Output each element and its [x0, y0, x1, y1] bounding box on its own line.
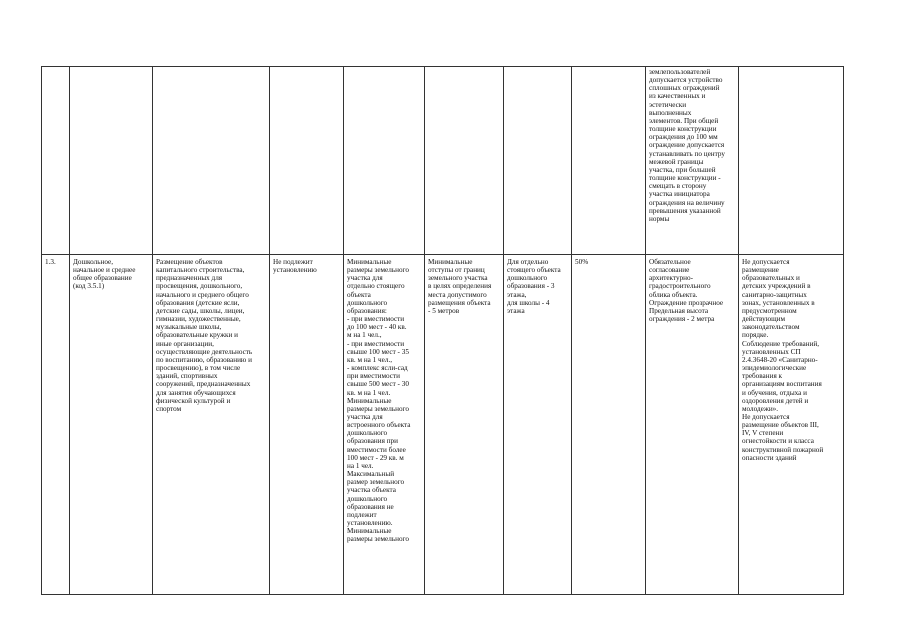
text-line: 100 мест - 29 кв. м — [347, 453, 404, 462]
text-line: по воспитанию, образованию и — [156, 355, 252, 364]
text-line: установлению — [273, 266, 317, 275]
text-line: просвещению), в том числе — [156, 364, 241, 373]
text-line: Минимальные — [347, 527, 392, 536]
text-line: молодежи». — [742, 404, 779, 413]
text-line: землепользователей — [649, 68, 711, 76]
cell-fence-requirements — [646, 255, 739, 595]
text-line: свыше 500 мест - 30 — [347, 380, 409, 389]
text-line: дошкольного — [507, 274, 548, 283]
cell-column-4 — [270, 67, 344, 255]
text-line: архитектурно- — [649, 274, 694, 283]
table-row-continuation — [42, 67, 844, 255]
text-line: места допустимого — [428, 290, 487, 299]
text-line: подлежит — [347, 510, 377, 519]
text-line: м на 1 чел., — [347, 331, 382, 340]
text-line: участка для — [347, 412, 383, 421]
text-line: образования при — [347, 437, 398, 446]
text-line: до 100 мест - 40 кв. — [347, 323, 407, 332]
text-line: размер земельного — [347, 478, 405, 487]
cell-fence-requirements — [646, 67, 739, 255]
text-line: начального и среднего общего — [156, 290, 249, 299]
text-line: дошкольного — [347, 494, 388, 503]
text-line: образовательных и — [742, 274, 800, 283]
text-line: отступы от границ — [428, 266, 485, 275]
text-line: встроенного объекта — [347, 421, 411, 430]
text-line: размеры земельного — [347, 535, 409, 544]
text-line: оздоровления детей и — [742, 396, 809, 405]
text-line: 2.4.3648-20 «Санитарно- — [742, 355, 818, 364]
text-line: музыкальные школы, — [156, 323, 222, 332]
text-line: сооружений, предназначенных — [156, 380, 251, 389]
text-line: Минимальные — [347, 396, 392, 405]
text-line: образования: — [347, 306, 387, 315]
text-line: физической культурой и — [156, 396, 231, 405]
text-line: для занятия обучающихся — [156, 388, 236, 397]
text-line: стоящего объекта — [507, 266, 561, 275]
cell-restrictions — [739, 255, 844, 595]
text-line: размеры земельного — [347, 266, 409, 275]
text-line: Ограждение прозрачное — [649, 298, 724, 307]
text-line: отдельно стоящего — [347, 282, 405, 291]
text-line: сплошных ограждений — [649, 84, 720, 93]
text-line: этажа, — [507, 290, 527, 299]
text-line: смещать в сторону — [649, 182, 707, 191]
text-line: земельного участка — [428, 274, 488, 283]
text-line: эстетически — [649, 100, 687, 109]
text-line: Размещение объектов — [156, 258, 223, 266]
text-line: Для отдельно — [507, 258, 549, 266]
cell-use-description — [153, 255, 270, 595]
text-line: в целях определения — [428, 282, 492, 291]
text-line: дошкольного — [347, 429, 388, 438]
text-line: свыше 100 мест - 35 — [347, 347, 409, 356]
cell-plot-size — [344, 67, 425, 255]
text-line: элементов. При общей — [649, 116, 719, 125]
text-line: образования - 3 — [507, 282, 555, 291]
text-line: нормы — [649, 214, 670, 223]
cell-column-4 — [270, 255, 344, 595]
cell-use-name — [70, 67, 153, 255]
table-row-1-3 — [42, 255, 844, 595]
text-line: участка, при большей — [649, 165, 716, 174]
cell-number — [42, 255, 70, 595]
text-line: и обучения, отдыха и — [742, 388, 807, 397]
text-line: - при вместимости — [347, 315, 405, 324]
text-line: Максимальный — [347, 470, 395, 479]
row-number: 1.3. — [45, 258, 56, 266]
text-line: превышения указанной — [649, 206, 721, 215]
cell-restrictions — [739, 67, 844, 255]
text-line: при вместимости — [347, 372, 400, 381]
text-line: толщине конструкции — [649, 125, 717, 134]
land-use-regulations-table — [41, 66, 844, 595]
text-line: согласование — [649, 266, 690, 275]
text-line: капитального строительства, — [156, 266, 245, 275]
text-line: иные организации, — [156, 339, 214, 348]
text-line: межевой границы — [649, 157, 704, 166]
text-line: санитарно-защитных — [742, 290, 807, 299]
cell-setbacks — [425, 67, 504, 255]
text-line: участка для — [347, 274, 383, 283]
text-line: размеры земельного — [347, 404, 409, 413]
text-line: Обязательное — [649, 258, 691, 266]
text-line: образования (детские ясли, — [156, 298, 240, 307]
text-line: облика объекта. — [649, 290, 698, 299]
text-line: установлению. — [347, 519, 393, 527]
cell-setbacks — [425, 255, 504, 595]
text-line: Не допускается — [742, 412, 790, 421]
cell-use-description — [153, 67, 270, 255]
text-line: действующим — [742, 315, 786, 324]
text-line: организациям воспитания — [742, 380, 822, 389]
cell-plot-size — [344, 255, 425, 595]
cell-floors — [504, 255, 572, 595]
text-line: 50% — [575, 258, 589, 266]
text-line: установленных СП — [742, 347, 801, 356]
text-line: размещение — [742, 266, 779, 275]
text-line: зонах, установленных в — [742, 298, 815, 307]
text-line: Минимальные — [347, 258, 392, 266]
text-line: (код 3.5.1) — [73, 282, 105, 291]
text-line: этажа — [507, 306, 525, 315]
text-line: зданий, спортивных — [156, 372, 218, 381]
text-line: ограждения до 100 мм — [649, 133, 718, 142]
text-line: предназначенных для — [156, 274, 223, 283]
text-line: гимназии, художественные, — [156, 315, 241, 324]
text-line: спортом — [156, 404, 182, 413]
text-line: законодательством — [742, 323, 800, 332]
text-line: Не подлежит — [273, 258, 313, 266]
text-line: образовательные кружки и — [156, 331, 239, 340]
text-line: вместимости более — [347, 445, 406, 454]
text-line: кв. м на 1 чел. — [347, 388, 391, 397]
text-line: требования к — [742, 372, 783, 381]
text-line: огнестойкости и класса — [742, 437, 814, 446]
cell-number — [42, 67, 70, 255]
text-line: толщине конструкции - — [649, 174, 721, 183]
text-line: дошкольного — [347, 298, 388, 307]
text-line: участка объекта — [347, 486, 396, 495]
text-line: объекта — [347, 290, 371, 299]
text-line: кв. м на 1 чел., — [347, 355, 393, 364]
text-line: IV, V степени — [742, 429, 784, 438]
cell-floors — [504, 67, 572, 255]
text-line: предусмотренном — [742, 306, 797, 315]
text-line: из качественных и — [649, 92, 706, 101]
text-line: допускается устройство — [649, 76, 723, 85]
cell-use-name — [70, 255, 153, 595]
text-line: просвещения, дошкольного, — [156, 282, 243, 291]
cell-coverage — [572, 67, 646, 255]
text-line: - 5 метров — [428, 306, 460, 315]
text-line: детские сады, школы, лицеи, — [156, 306, 245, 315]
text-line: участка инициатора — [649, 190, 710, 199]
text-line: начальное и среднее — [73, 266, 136, 275]
text-line: опасности зданий — [742, 453, 797, 462]
text-line: Минимальные — [428, 258, 473, 266]
cell-coverage — [572, 255, 646, 595]
text-line: эпидемиологические — [742, 364, 807, 373]
text-line: детских учреждений в — [742, 282, 811, 291]
text-line: на 1 чел. — [347, 461, 374, 470]
text-line: конструктивной пожарной — [742, 445, 824, 454]
text-line: для школы - 4 — [507, 298, 550, 307]
text-line: Не допускается — [742, 258, 790, 266]
text-line: устанавливать по центру — [649, 149, 725, 158]
text-line: размещение объектов III, — [742, 421, 819, 430]
text-line: Дошкольное, — [73, 258, 114, 266]
text-line: - при вместимости — [347, 339, 405, 348]
text-line: Соблюдение требований, — [742, 339, 820, 348]
text-line: общее образование — [73, 274, 132, 283]
text-line: выполненных — [649, 108, 692, 117]
text-line: образования не — [347, 502, 394, 511]
text-line: осуществляющие деятельность — [156, 347, 253, 356]
text-line: ограждения - 2 метра — [649, 315, 715, 324]
text-line: порядке. — [742, 331, 769, 340]
text-line: размещения объекта — [428, 298, 491, 307]
text-line: ограждение допускается — [649, 141, 725, 150]
text-line: градостроительного — [649, 282, 711, 291]
text-line: Предельная высота — [649, 306, 709, 315]
text-line: - комплекс ясли-сад — [347, 364, 408, 373]
text-line: ограждения на величину — [649, 198, 725, 207]
